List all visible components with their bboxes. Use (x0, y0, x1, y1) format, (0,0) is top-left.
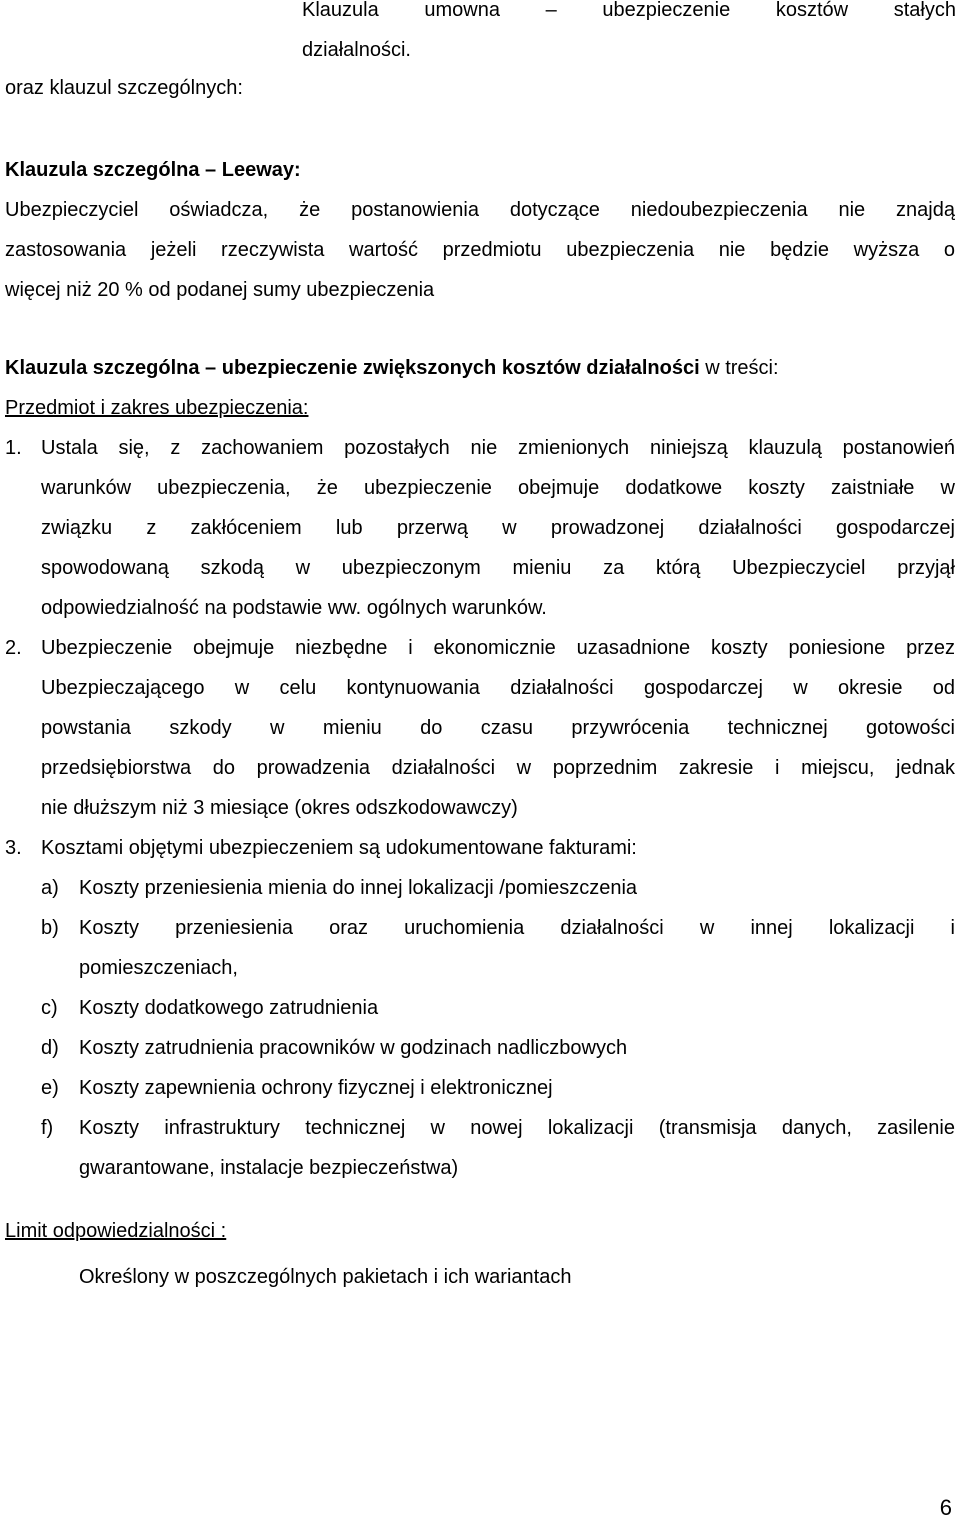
costs-heading-bold: Klauzula szczególna – ubezpieczenie zwiększonych kosztów działalności (5, 357, 700, 379)
subitem-line: gwarantowane, instalacje bezpieczeństwa) (79, 1157, 459, 1179)
item-line: Ubezpieczającego w celu kontynuowania działalności gospodarczej w okresie od (41, 677, 955, 699)
top-word: ubezpieczenie (602, 0, 731, 21)
subitem-label: c) (41, 997, 58, 1019)
item-line: Ubezpieczenie obejmuje niezbędne i ekonomicznie uzasadnione koszty poniesione przez (41, 637, 955, 659)
item-number: 3. (5, 837, 22, 859)
item-line: spowodowaną szkodą w ubezpieczonym mieniu za którą Ubezpieczyciel przyjął (41, 557, 955, 579)
top-word: stałych (893, 0, 956, 21)
subitem-line: Koszty zapewnienia ochrony fizycznej i elektronicznej (79, 1077, 553, 1099)
top-heading-line1 (302, 0, 956, 30)
subitem-label: f) (41, 1117, 54, 1139)
item-number: 2. (5, 637, 22, 659)
subitem-text (79, 988, 955, 1028)
subitem-line: Koszty przeniesienia mienia do innej lokalizacji /pomieszczenia (79, 877, 638, 899)
item-line: związku z zakłóceniem lub przerwą w prowadzonej działalności gospodarczej (41, 517, 955, 539)
leeway-line: Ubezpieczyciel oświadcza, że postanowienia dotyczące niedoubezpieczenia nie znajdą (5, 199, 955, 221)
leeway-line: więcej niż 20 % od podanej sumy ubezpieczenia (5, 279, 435, 301)
item-line: Ustala się, z zachowaniem pozostałych nie zmienionych niniejszą klauzulą postanowień (41, 437, 955, 459)
subject-label: Przedmiot i zakres ubezpieczenia: (5, 397, 309, 419)
subitem-text (79, 1068, 955, 1108)
subitem-line: pomieszczeniach, (79, 957, 238, 979)
top-heading-line2: działalności. (302, 39, 411, 61)
subitem-text (79, 868, 955, 908)
top-word: – (545, 0, 557, 21)
limit-text: Określony w poszczególnych pakietach i ich wariantach (79, 1266, 572, 1288)
top-heading (302, 0, 956, 70)
subitem-label: a) (41, 877, 59, 899)
page-number: 6 (939, 1495, 952, 1520)
item-line: powstania szkody w mieniu do czasu przywrócenia technicznej gotowości (41, 717, 955, 739)
subitem-line: Koszty infrastruktury technicznej w nowej lokalizacji (transmisja danych, zasilenie (79, 1117, 955, 1139)
top-word: umowna (424, 0, 500, 21)
leeway-line: zastosowania jeżeli rzeczywista wartość przedmiotu ubezpieczenia nie będzie wyższa o (5, 239, 955, 261)
item-text (41, 428, 955, 628)
item-line: Kosztami objętymi ubezpieczeniem są udokumentowane fakturami: (41, 837, 637, 859)
top-word: kosztów (775, 0, 849, 21)
subitem-label: b) (41, 917, 59, 939)
item-line: nie dłuższym niż 3 miesiące (okres odszkodowawczy) (41, 797, 518, 819)
subitem-text (79, 1108, 955, 1188)
limit-label: Limit odpowiedzialności : (5, 1220, 227, 1242)
subitem-line: Koszty zatrudnienia pracowników w godzinach nadliczbowych (79, 1037, 628, 1059)
item-line: przedsiębiorstwa do prowadzenia działalności w poprzednim zakresie i miejscu, jednak (41, 757, 955, 779)
item-line: warunków ubezpieczenia, że ubezpieczenie obejmuje dodatkowe koszty zaistniałe w (41, 477, 955, 499)
subitem-line: Koszty dodatkowego zatrudnienia (79, 997, 379, 1019)
item-text (41, 828, 955, 868)
costs-heading (5, 348, 779, 388)
subitem-label: e) (41, 1077, 59, 1099)
item-text (41, 628, 955, 828)
leeway-body (5, 190, 955, 310)
clauses-label: oraz klauzul szczególnych: (5, 77, 243, 99)
subitem-label: d) (41, 1037, 59, 1059)
leeway-heading: Klauzula szczególna – Leeway: (5, 159, 301, 181)
subitem-text (79, 908, 955, 988)
top-word: Klauzula (302, 0, 379, 21)
subitem-line: Koszty przeniesienia oraz uruchomienia działalności w innej lokalizacji i (79, 917, 955, 939)
subitem-text (79, 1028, 955, 1068)
item-number: 1. (5, 437, 22, 459)
costs-heading-rest: w treści: (699, 357, 779, 379)
item-line: odpowiedzialność na podstawie ww. ogólnych warunków. (41, 597, 547, 619)
